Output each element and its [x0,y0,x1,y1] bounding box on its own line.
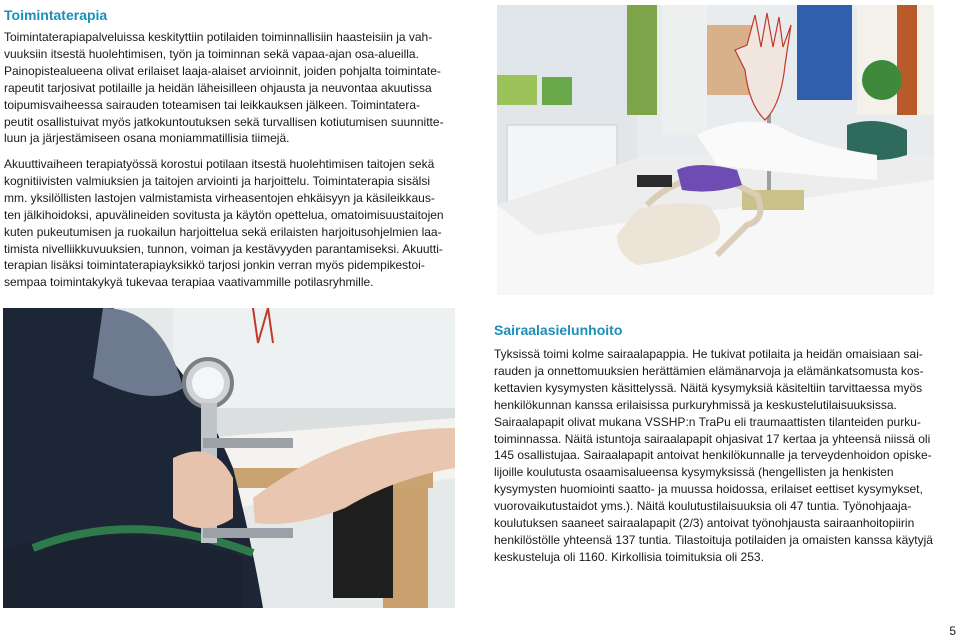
text-line: henkilökunnan kanssa erilaisissa purkuryhmissä ja keskustelutilaisuuksissa. [494,397,897,412]
text-line: ten jälkihoidoksi, apuvälineiden sovitusta ja käytön opettelua, omatoimisuustaitojen [4,207,444,222]
text-line: keskusteluja oli 1160. Kirkollisia toimituksia oli 253. [494,549,764,564]
text-line: henkilöstölle yhteensä 137 tuntia. Tilastoituja potilaiden ja omaisten kanssa käytyjä [494,532,933,547]
text-line: kysymysten huomiointi saatto- ja muussa hoidossa, erilaiset eettiset kysymykset, [494,482,923,497]
text-line: terapian lisäksi toimintaterapiayksikkö tarjosi jonkin verran myös pidempikestoi- [4,258,425,273]
text-line: mm. yksilöllisten lastojen valmistamista virheasentojen ehkäisyyn ja käsileikkaus- [4,190,435,205]
text-line: rauden ja onnettomuuksien herättämien elämänarvoja ja elämänkatsomusta kos- [494,363,924,378]
paragraph-toimintaterapia-1 [4,29,466,147]
text-line: peutit osallistuivat myös jatkokuntoutuksen sekä turvallisen kotiutumisen suunnitte- [4,114,444,129]
text-line: luun ja järjestämiseen osana moniammatillisia tiimejä. [4,131,290,146]
text-line: rapeutit tarjosivat potilaille ja heidän läheisilleen ohjausta ja neuvontaa akuutissa [4,80,432,95]
paragraph-toimintaterapia-2 [4,156,466,291]
text-line: Akuuttivaiheen terapiatyössä korostui potilaan itsestä huolehtimisen taitojen sekä [4,157,435,171]
text-line: Tyksissä toimi kolme sairaalapappia. He tukivat potilaita ja heidän omaisiaan sai- [494,347,923,361]
text-line: lijoille koulutusta osaamisalueensa kysymyksissä (hengellisten ja henkisten [494,465,894,480]
page-number: 5 [949,624,956,638]
text-line: Toimintaterapiapalveluissa keskityttiin potilaiden toiminnallisiin haasteisiin ja vah- [4,30,433,44]
photo-grip-strength-test [3,308,455,608]
paragraph-sairaalasielunhoito [494,346,955,566]
photo-hand-skeleton-model [497,5,934,295]
text-line: kuten pukeutumisen ja ruokailun harjoittelua sekä erilaisten harjoitusohjelmien laa- [4,224,442,239]
text-line: vuorovaikutustaidot yms.). Näitä koulutustilaisuuksia oli 47 tuntia. Työnohjaaja- [494,499,912,514]
text-line: timista nivelliikkuvuuksien, tunnon, voiman ja kestävyyden parantamiseksi. Akuutti- [4,241,443,256]
text-line: toiminnassa. Näitä istuntoja sairaalapapit ohjasivat 17 kertaa ja yhteensä niissä oli [494,431,931,446]
heading-toimintaterapia: Toimintaterapia [4,7,108,23]
text-line: toipumisvaiheessa sairauden toteamisen tai leikkauksen jälkeen. Toimintatera- [4,97,421,112]
text-line: vuuksiin itsestä huolehtimisen, työn ja toiminnan sekä vapaa-ajan osa-alueilla. [4,46,419,61]
text-line: sempaa toimintakykyä tukevaa terapiaa vaativammille potilasryhmille. [4,275,374,290]
text-line: Painopistealueena olivat erilaiset laaja-alaiset arvioinnit, joiden pohjalta toimintate- [4,63,441,78]
text-line: kognitiivisten valmiuksien ja taitojen arviointi ja harjoittelu. Toimintaterapia sisälsi [4,173,430,188]
text-line: kettavien kysymysten käsittelyssä. Näitä kysymyksiä käsiteltiin tarvittaessa myös [494,380,923,395]
heading-sairaalasielunhoito: Sairaalasielunhoito [494,322,623,338]
text-line: Sairaalapapit olivat mukana VSSHP:n TraPu eli traumaattisten tilanteiden purku- [494,414,921,429]
text-line: koulutuksen saaneet sairaalapapit (2/3) antoivat työnohjausta sairaanhoitopiirin [494,516,915,531]
text-line: 145 osallistujaa. Sairaalapapit antoivat henkilökunnalle ja terveydenhoidon opiske- [494,448,932,463]
